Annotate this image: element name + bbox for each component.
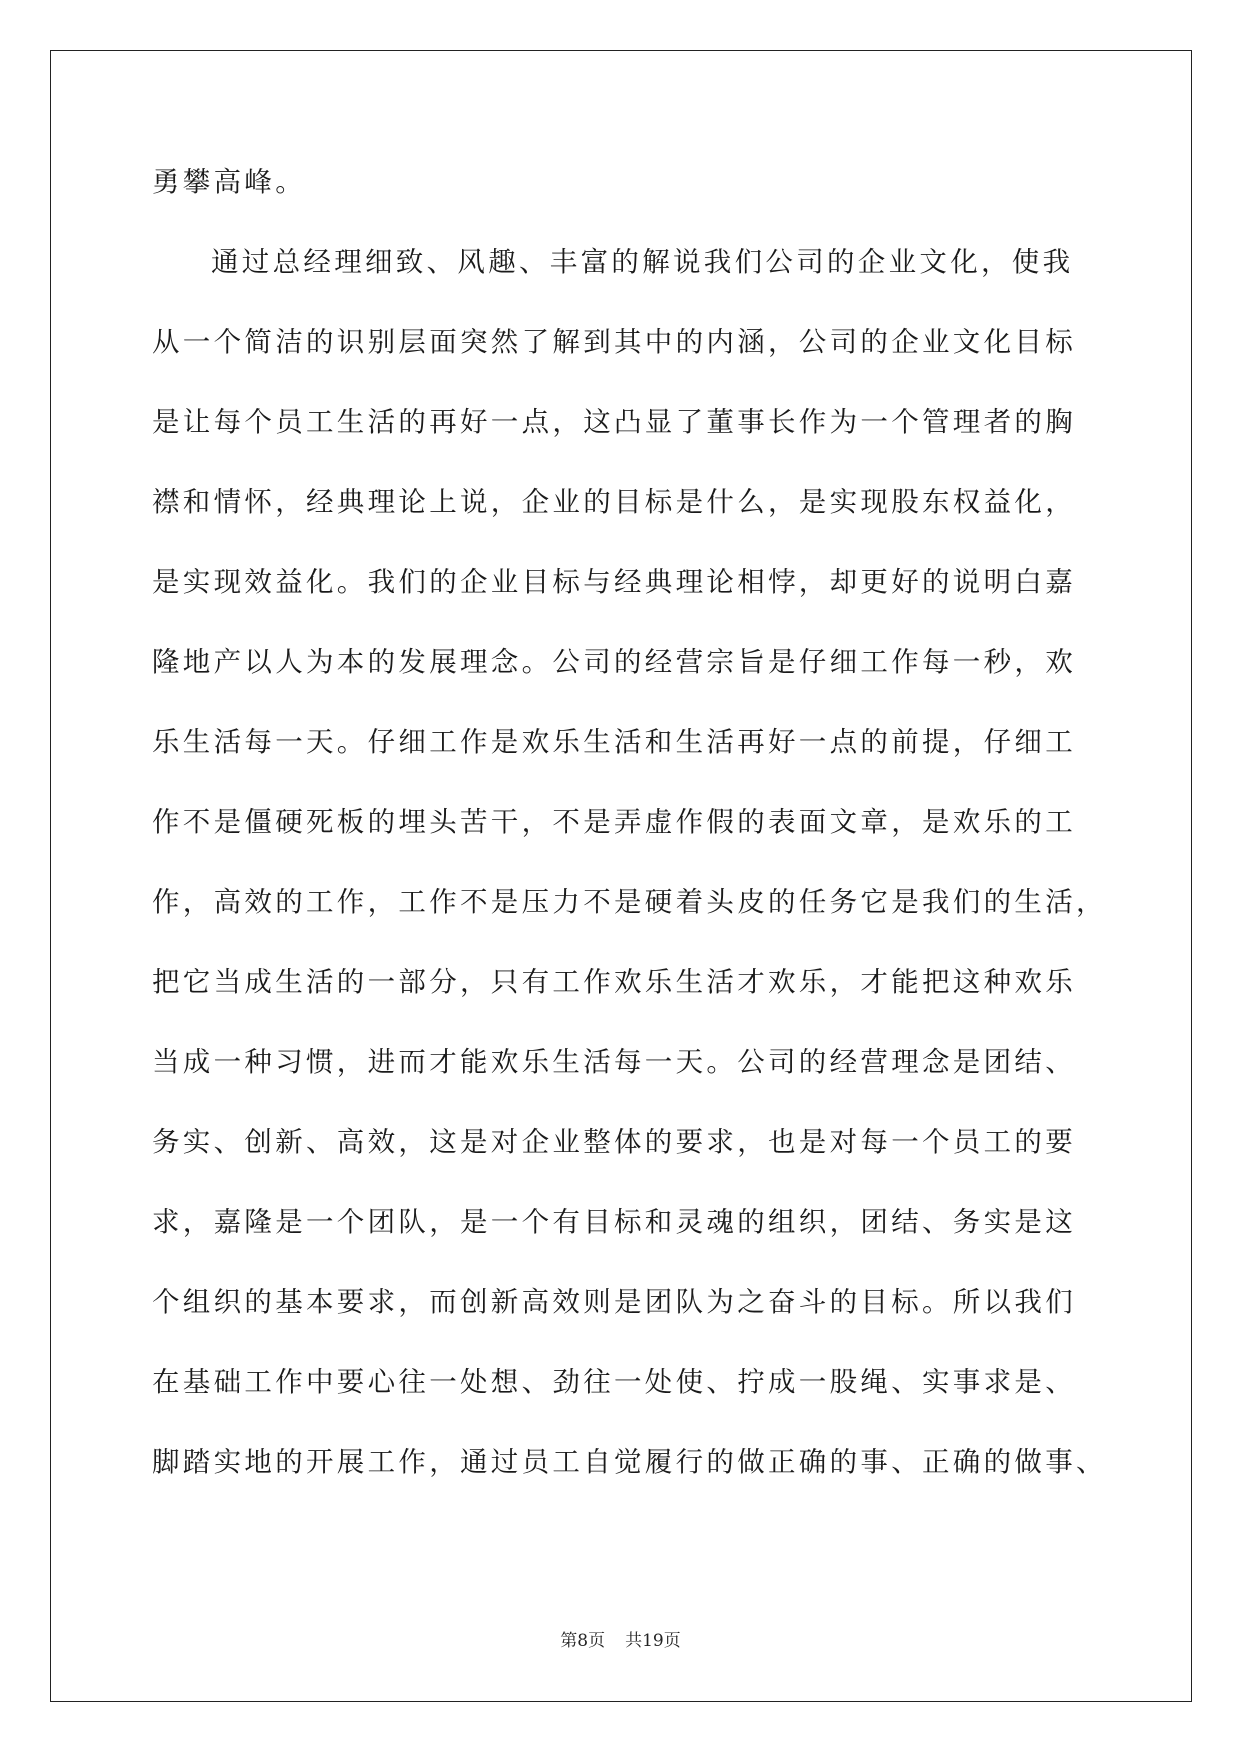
text-line: 勇攀高峰。	[152, 166, 306, 198]
text-line: 把它当成生活的一部分，只有工作欢乐生活才欢乐，才能把这种欢乐	[152, 966, 1076, 998]
text-line: 从一个简洁的识别层面突然了解到其中的内涵，公司的企业文化目标	[152, 326, 1076, 358]
text-line: 乐生活每一天。仔细工作是欢乐生活和生活再好一点的前提，仔细工	[152, 726, 1076, 758]
text-line: 脚踏实地的开展工作，通过员工自觉履行的做正确的事、正确的做事、	[152, 1446, 1107, 1478]
document-body	[152, 162, 1107, 1522]
text-line: 襟和情怀，经典理论上说，企业的目标是什么，是实现股东权益化，	[152, 486, 1076, 518]
text-line: 求，嘉隆是一个团队，是一个有目标和灵魂的组织，团结、务实是这	[152, 1206, 1076, 1238]
text-line: 隆地产以人为本的发展理念。公司的经营宗旨是仔细工作每一秒，欢	[152, 646, 1076, 678]
text-line: 当成一种习惯，进而才能欢乐生活每一天。公司的经营理念是团结、	[152, 1046, 1076, 1078]
text-line: 务实、创新、高效，这是对企业整体的要求，也是对每一个员工的要	[152, 1126, 1076, 1158]
page-footer	[0, 1626, 1241, 1651]
text-line: 作不是僵硬死板的埋头苦干，不是弄虚作假的表面文章，是欢乐的工	[152, 806, 1076, 838]
text-line: 在基础工作中要心往一处想、劲往一处使、拧成一股绳、实事求是、	[152, 1366, 1076, 1398]
text-line: 是实现效益化。我们的企业目标与经典理论相悖，却更好的说明白嘉	[152, 566, 1076, 598]
text-line: 作，高效的工作，工作不是压力不是硬着头皮的任务它是我们的生活，	[152, 886, 1107, 918]
total-pages: 共19页	[625, 1631, 681, 1651]
paragraph-first-line: 通过总经理细致、风趣、丰富的解说我们公司的企业文化，使我	[211, 246, 1074, 278]
text-line: 是让每个员工生活的再好一点，这凸显了董事长作为一个管理者的胸	[152, 406, 1076, 438]
text-line: 个组织的基本要求，而创新高效则是团队为之奋斗的目标。所以我们	[152, 1286, 1076, 1318]
page-number: 第8页	[560, 1631, 606, 1651]
